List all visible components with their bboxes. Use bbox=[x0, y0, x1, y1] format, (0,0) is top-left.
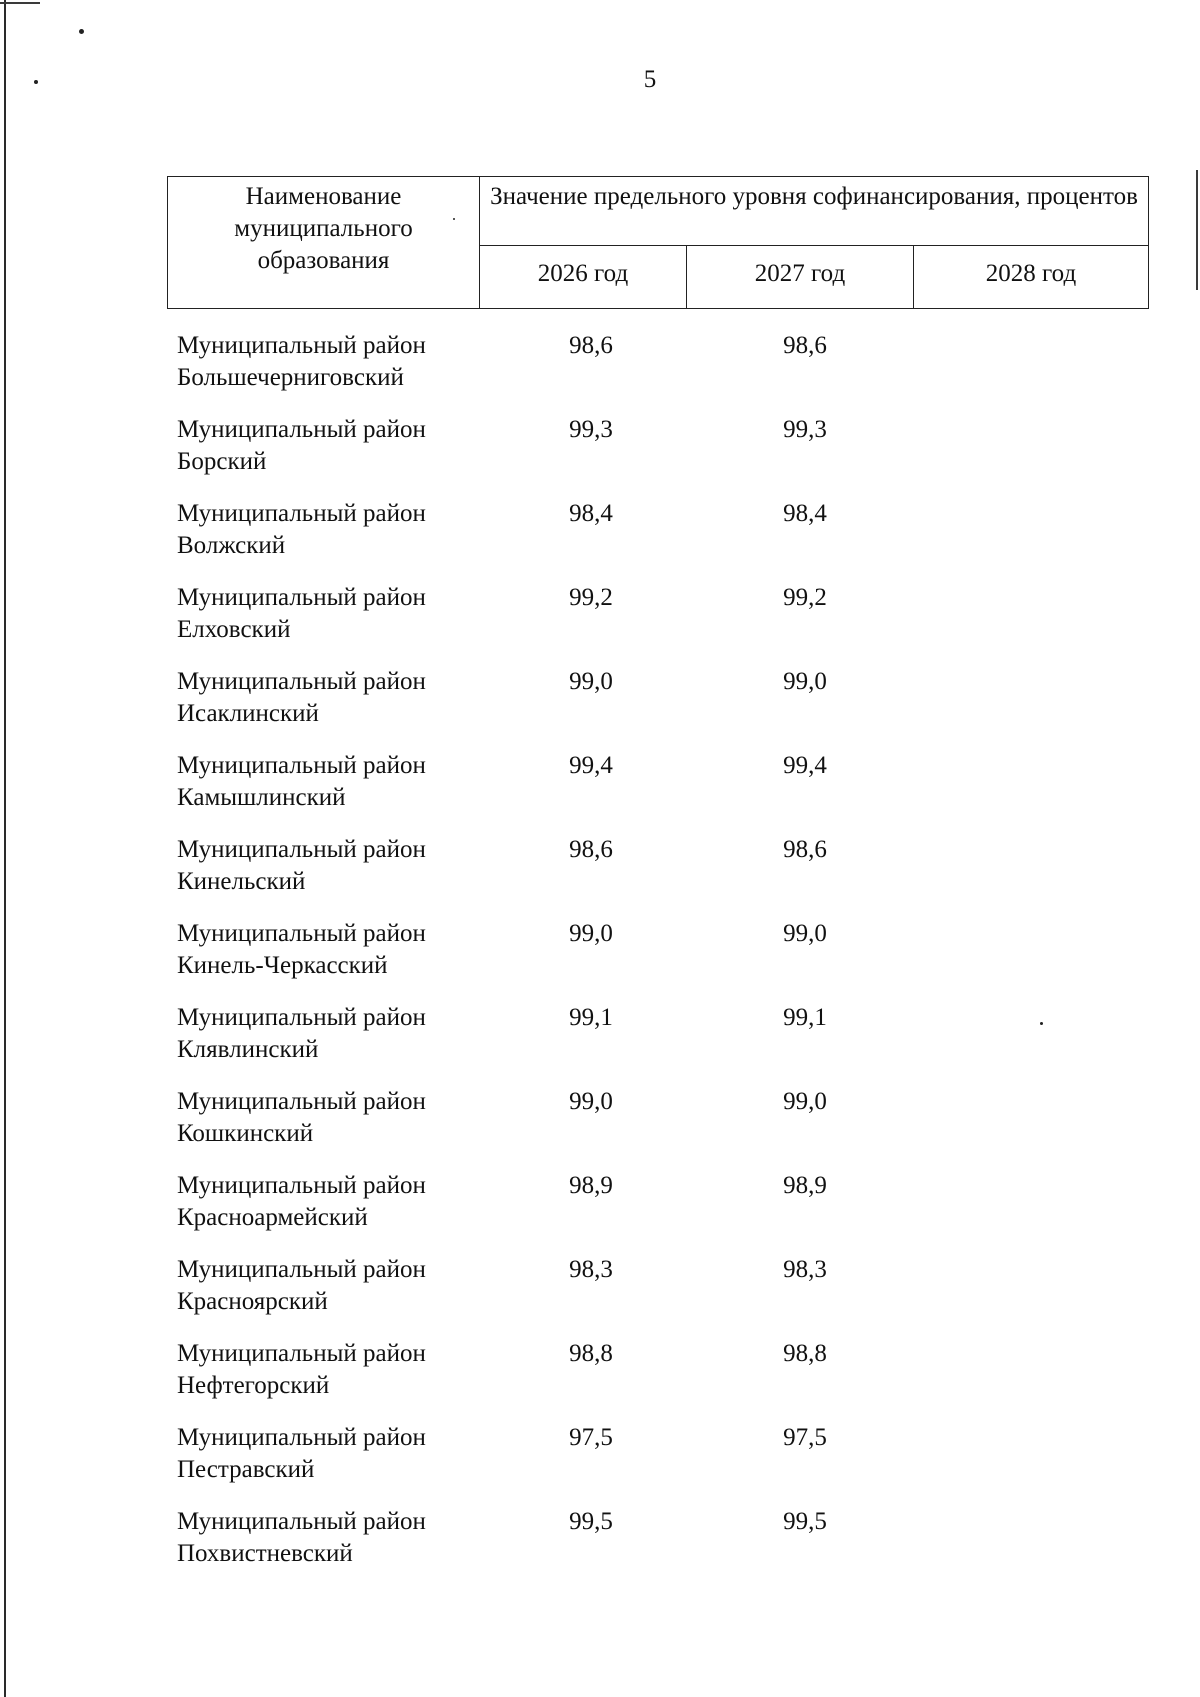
row-district: Клявлинский bbox=[177, 1036, 319, 1063]
row-district: Елховский bbox=[177, 616, 291, 643]
table-row bbox=[175, 1002, 1155, 1086]
row-district: Борский bbox=[177, 448, 267, 475]
row-kind: Муниципальный район bbox=[177, 836, 426, 863]
row-district: Исаклинский bbox=[177, 700, 319, 727]
row-kind: Муниципальный район bbox=[177, 584, 426, 611]
row-kind: Муниципальный район bbox=[177, 1256, 426, 1283]
scan-edge-top bbox=[0, 2, 40, 4]
header-year-2028: 2028 год bbox=[914, 246, 1149, 309]
value-2027: 99,3 bbox=[783, 416, 827, 443]
row-name bbox=[177, 498, 507, 562]
scan-speck bbox=[79, 29, 84, 34]
row-name bbox=[177, 414, 507, 478]
header-year-2026: 2026 год bbox=[480, 246, 687, 309]
value-2026: 99,5 bbox=[569, 1508, 613, 1535]
value-2027: 98,4 bbox=[783, 500, 827, 527]
row-district: Похвистневский bbox=[177, 1540, 353, 1567]
value-2027: 99,1 bbox=[783, 1004, 827, 1031]
header-year-2027: 2027 год bbox=[687, 246, 914, 309]
page-number: 5 bbox=[643, 66, 657, 93]
row-district: Кошкинский bbox=[177, 1120, 314, 1147]
value-2027: 99,0 bbox=[783, 668, 827, 695]
table-row bbox=[175, 1338, 1155, 1422]
row-district: Волжский bbox=[177, 532, 286, 559]
row-district: Кинель-Черкасский bbox=[177, 952, 388, 979]
table-row bbox=[175, 498, 1155, 582]
row-district: Большечерниговский bbox=[177, 364, 404, 391]
value-2026: 99,3 bbox=[569, 416, 613, 443]
row-district: Кинельский bbox=[177, 868, 306, 895]
row-name bbox=[177, 834, 507, 898]
value-2026: 99,1 bbox=[569, 1004, 613, 1031]
value-2026: 98,9 bbox=[569, 1172, 613, 1199]
row-name bbox=[177, 666, 507, 730]
row-kind: Муниципальный район bbox=[177, 500, 426, 527]
table-row bbox=[175, 1086, 1155, 1170]
row-name bbox=[177, 1086, 507, 1150]
value-2027: 98,6 bbox=[783, 332, 827, 359]
value-2027: 98,9 bbox=[783, 1172, 827, 1199]
table-row bbox=[175, 1170, 1155, 1254]
row-name bbox=[177, 1002, 507, 1066]
row-name bbox=[177, 1170, 507, 1234]
value-2026: 99,0 bbox=[569, 668, 613, 695]
table-row bbox=[175, 414, 1155, 498]
table-row bbox=[175, 1422, 1155, 1506]
row-kind: Муниципальный район bbox=[177, 1340, 426, 1367]
value-2027: 97,5 bbox=[783, 1424, 827, 1451]
scan-edge-left bbox=[4, 0, 6, 1697]
row-kind: Муниципальный район bbox=[177, 1424, 426, 1451]
value-2026: 98,6 bbox=[569, 332, 613, 359]
row-name bbox=[177, 582, 507, 646]
row-kind: Муниципальный район bbox=[177, 332, 426, 359]
table-row bbox=[175, 750, 1155, 834]
value-2026: 97,5 bbox=[569, 1424, 613, 1451]
table-row bbox=[175, 834, 1155, 918]
row-kind: Муниципальный район bbox=[177, 1004, 426, 1031]
row-name bbox=[177, 1338, 507, 1402]
value-2027: 99,0 bbox=[783, 920, 827, 947]
value-2027: 98,3 bbox=[783, 1256, 827, 1283]
row-kind: Муниципальный район bbox=[177, 752, 426, 779]
row-name bbox=[177, 330, 507, 394]
table-row bbox=[175, 1254, 1155, 1338]
row-kind: Муниципальный район bbox=[177, 920, 426, 947]
row-name bbox=[177, 918, 507, 982]
row-kind: Муниципальный район bbox=[177, 1088, 426, 1115]
row-district: Пестравский bbox=[177, 1456, 315, 1483]
row-name bbox=[177, 1254, 507, 1318]
row-district: Красноармейский bbox=[177, 1204, 368, 1231]
row-kind: Муниципальный район bbox=[177, 1172, 426, 1199]
value-2026: 98,6 bbox=[569, 836, 613, 863]
row-name bbox=[177, 1506, 507, 1570]
row-kind: Муниципальный район bbox=[177, 416, 426, 443]
value-2027: 99,0 bbox=[783, 1088, 827, 1115]
row-kind: Муниципальный район bbox=[177, 668, 426, 695]
value-2026: 99,0 bbox=[569, 920, 613, 947]
table-row bbox=[175, 330, 1155, 414]
table-header bbox=[167, 176, 1149, 309]
header-name-column: Наименование муниципального образования bbox=[168, 177, 480, 309]
row-kind: Муниципальный район bbox=[177, 1508, 426, 1535]
row-district: Нефтегорский bbox=[177, 1372, 330, 1399]
table-body bbox=[175, 330, 1155, 1590]
table-row bbox=[175, 918, 1155, 1002]
table-row bbox=[175, 666, 1155, 750]
value-2027: 98,8 bbox=[783, 1340, 827, 1367]
value-2027: 99,5 bbox=[783, 1508, 827, 1535]
value-2026: 98,4 bbox=[569, 500, 613, 527]
value-2026: 99,4 bbox=[569, 752, 613, 779]
scan-edge-right bbox=[1196, 170, 1198, 290]
value-2026: 98,3 bbox=[569, 1256, 613, 1283]
value-2026: 99,0 bbox=[569, 1088, 613, 1115]
row-name bbox=[177, 1422, 507, 1486]
table-row bbox=[175, 1506, 1155, 1590]
row-name bbox=[177, 750, 507, 814]
row-district: Красноярский bbox=[177, 1288, 328, 1315]
value-2026: 98,8 bbox=[569, 1340, 613, 1367]
row-district: Камышлинский bbox=[177, 784, 346, 811]
value-2027: 99,2 bbox=[783, 584, 827, 611]
table-row bbox=[175, 582, 1155, 666]
value-2026: 99,2 bbox=[569, 584, 613, 611]
value-2027: 98,6 bbox=[783, 836, 827, 863]
value-2027: 99,4 bbox=[783, 752, 827, 779]
header-value-group: Значение предельного уровня софинансирования, процентов bbox=[480, 177, 1149, 246]
